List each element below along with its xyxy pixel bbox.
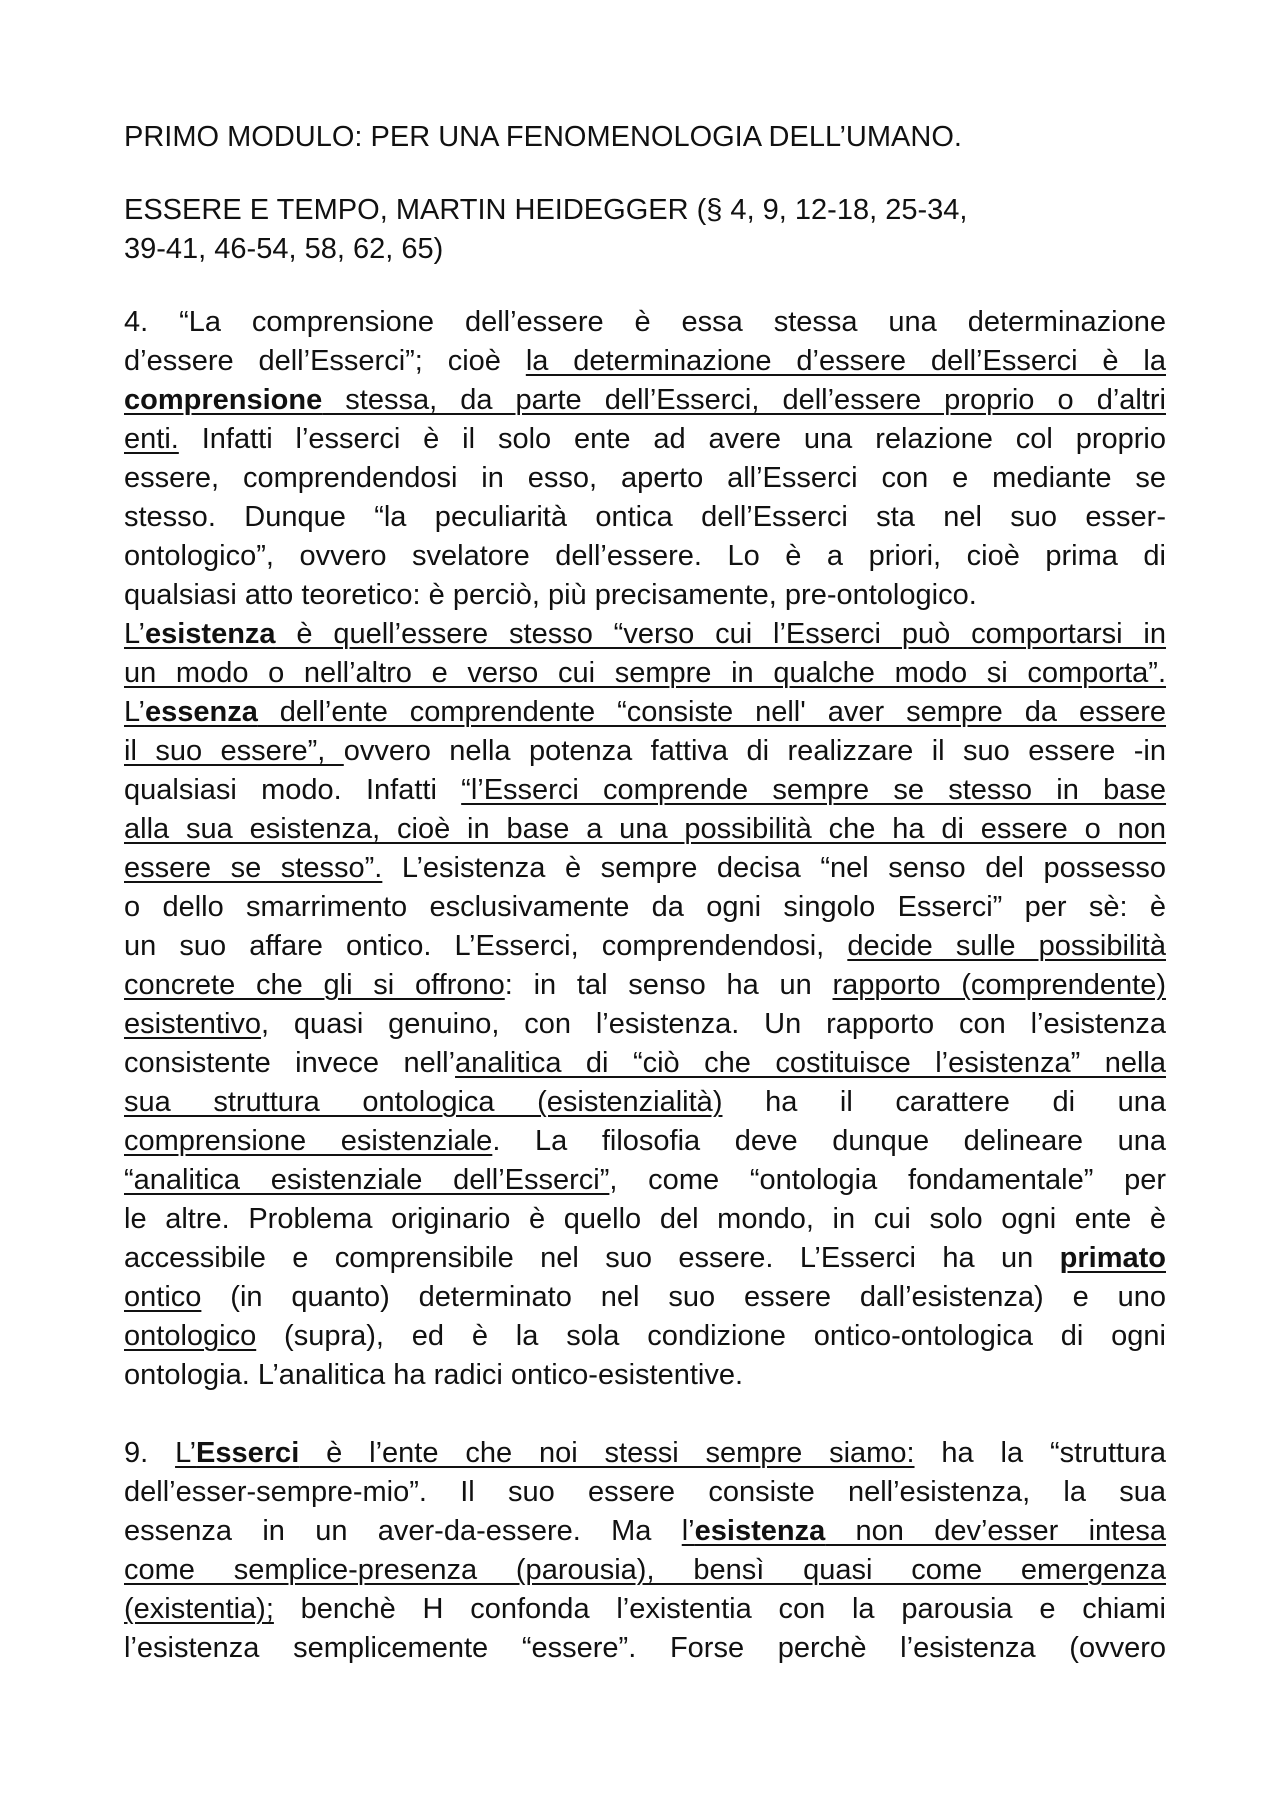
underlined-text: come semplice-presenza (parousia), bensì quasi come emergenza: [124, 1554, 1166, 1586]
text-line: [124, 1083, 1166, 1122]
text-span: . La filosofia deve dunque delineare una: [492, 1125, 1167, 1157]
underlined-text: (existentia);: [124, 1593, 274, 1625]
bold-term: esistenza: [694, 1515, 826, 1547]
text-line: [124, 1317, 1166, 1356]
text-line: [124, 1044, 1166, 1083]
text-line: [124, 381, 1166, 420]
text-span: essenza in un aver-da-essere. Ma: [124, 1515, 682, 1547]
text-paragraph: [124, 1434, 1166, 1668]
text-paragraph: [124, 303, 1166, 1395]
underlined-text: decide sulle possibilità: [847, 930, 1166, 962]
underlined-text: concrete che gli si offrono: [124, 969, 505, 1001]
text-line: [124, 1434, 1166, 1473]
underlined-text: alla sua esistenza, cioè in base a una possibilità che ha di essere o non: [124, 813, 1166, 845]
text-line: [124, 888, 1166, 927]
underlined-text: stessa, da parte dell’Esserci, dell’essere proprio o d’altri: [322, 384, 1166, 416]
underlined-text: rapporto (comprendente): [832, 969, 1166, 1001]
text-span: ha la “struttura: [914, 1437, 1166, 1469]
underlined-text: enti.: [124, 423, 179, 455]
text-span: benchè H confonda l’existentia con la parousia e chiami: [273, 1593, 1166, 1625]
text-line: [124, 810, 1166, 849]
underlined-text: l’: [681, 1515, 695, 1547]
text-line: [124, 771, 1166, 810]
text-line: [124, 342, 1166, 381]
text-line: [124, 1356, 1166, 1395]
text-span: ontologia. L’analitica ha radici ontico-esistentive.: [124, 1359, 744, 1391]
text-line: [124, 1473, 1166, 1512]
bold-term: Esserci: [196, 1437, 300, 1469]
text-span: dell’esser-sempre-mio”. Il suo essere consiste nell’esistenza, la sua: [124, 1476, 1166, 1508]
text-line: [124, 1005, 1166, 1044]
text-span: ontologico”, ovvero svelatore dell’essere. Lo è a priori, cioè prima di: [124, 540, 1166, 572]
text-line: [124, 966, 1166, 1005]
text-line: [124, 459, 1166, 498]
block-gap: [124, 157, 1166, 191]
text-span: 4. “La comprensione dell’essere è essa stessa una determinazione: [124, 306, 1166, 338]
text-line: [124, 191, 1166, 230]
text-span: Infatti l’esserci è il solo ente ad avere una relazione col proprio: [178, 423, 1166, 455]
text-span: d’essere dell’Esserci”; cioè: [124, 345, 526, 377]
text-line: [124, 537, 1166, 576]
underlined-text: sua struttura ontologica (esistenzialità): [124, 1086, 723, 1118]
text-span: ha il carattere di una: [722, 1086, 1167, 1118]
text-line: [124, 1590, 1166, 1629]
text-line: [124, 1551, 1166, 1590]
underlined-text: “analitica esistenziale dell’Esserci”: [124, 1164, 610, 1196]
text-span: consistente invece nell’: [124, 1047, 456, 1079]
text-line: [124, 230, 1166, 269]
text-line: [124, 1200, 1166, 1239]
underlined-text: L’: [124, 696, 145, 728]
text-line: [124, 1122, 1166, 1161]
underlined-text: esistentivo: [124, 1008, 262, 1040]
underlined-text: comprensione esistenziale: [124, 1125, 493, 1157]
text-span: un suo affare ontico. L’Esserci, comprendendosi,: [124, 930, 848, 962]
text-line: [124, 927, 1166, 966]
text-line: [124, 303, 1166, 342]
text-line: [124, 732, 1166, 771]
text-span: 39-41, 46-54, 58, 62, 65): [124, 233, 444, 265]
text-line: [124, 576, 1166, 615]
text-span: qualsiasi atto teoretico: è perciò, più precisamente, pre-ontologico.: [124, 579, 977, 611]
underlined-text: “l’Esserci comprende sempre se stesso in base: [461, 774, 1167, 806]
text-line: [124, 420, 1166, 459]
underlined-text: è l’ente che noi stessi sempre siamo:: [299, 1437, 915, 1469]
bold-term: esistenza: [144, 618, 276, 650]
block-gap: [124, 269, 1166, 303]
underlined-text: è quell’essere stesso “verso cui l’Esserci può comportarsi in: [275, 618, 1166, 650]
text-span: (supra), ed è la sola condizione ontico-ontologica di ogni: [256, 1320, 1166, 1352]
underlined-text: analitica di “ciò che costituisce l’esistenza” nella: [455, 1047, 1166, 1079]
underlined-text: il suo essere”,: [124, 735, 344, 767]
text-span: (in quanto) determinato nel suo essere dall’esistenza) e uno: [201, 1281, 1166, 1313]
underlined-text: essere se stesso”.: [124, 852, 383, 884]
text-span: accessibile e comprensibile nel suo essere. L’Esserci ha un: [124, 1242, 1060, 1274]
bold-term: comprensione: [124, 384, 323, 416]
text-span: essere, comprendendosi in esso, aperto all’Esserci con e mediante se: [124, 462, 1166, 494]
section-heading: [124, 191, 1166, 269]
text-line: [124, 693, 1166, 732]
bold-term: primato: [1059, 1242, 1166, 1274]
text-span: l’esistenza semplicemente “essere”. Forse perchè l’esistenza (ovvero: [124, 1632, 1166, 1664]
text-span: , quasi genuino, con l’esistenza. Un rapporto con l’esistenza: [261, 1008, 1166, 1040]
underlined-text: L’: [175, 1437, 197, 1469]
text-line: [124, 1512, 1166, 1551]
text-line: [124, 1278, 1166, 1317]
underlined-text: ontologico: [124, 1320, 257, 1352]
block-gap: [124, 1395, 1166, 1434]
text-span: PRIMO MODULO: PER UNA FENOMENOLOGIA DELL’UMANO.: [124, 121, 962, 153]
underlined-text: un modo o nell’altro e verso cui sempre in qualche modo si comporta”.: [124, 657, 1166, 689]
text-line: [124, 615, 1166, 654]
text-span: L’esistenza è sempre decisa “nel senso del possesso: [382, 852, 1166, 884]
bold-term: essenza: [144, 696, 258, 728]
underlined-text: la determinazione d’essere dell’Esserci è la: [525, 345, 1166, 377]
underlined-text: ontico: [124, 1281, 202, 1313]
underlined-text: non dev’esser intesa: [825, 1515, 1166, 1547]
text-span: : in tal senso ha un: [504, 969, 833, 1001]
text-line: [124, 849, 1166, 888]
underlined-text: dell’ente comprendente “consiste nell' aver sempre da essere: [257, 696, 1166, 728]
section-heading: [124, 118, 1166, 157]
text-span: ovvero nella potenza fattiva di realizzare il suo essere -in: [343, 735, 1166, 767]
text-span: , come “ontologia fondamentale” per: [609, 1164, 1167, 1196]
text-span: o dello smarrimento esclusivamente da ogni singolo Esserci” per sè: è: [124, 891, 1166, 923]
text-span: ESSERE E TEMPO, MARTIN HEIDEGGER (§ 4, 9, 12-18, 25-34,: [124, 194, 968, 226]
text-span: stesso. Dunque “la peculiarità ontica dell’Esserci sta nel suo esser-: [124, 501, 1166, 533]
text-span: le altre. Problema originario è quello del mondo, in cui solo ogni ente è: [124, 1203, 1166, 1235]
text-line: [124, 1239, 1166, 1278]
underlined-text: L’: [124, 618, 145, 650]
text-line: [124, 118, 1166, 157]
document-page: [124, 118, 1166, 1668]
text-line: [124, 1161, 1166, 1200]
text-line: [124, 1629, 1166, 1668]
text-span: 9.: [124, 1437, 176, 1469]
text-line: [124, 498, 1166, 537]
text-line: [124, 654, 1166, 693]
text-span: qualsiasi modo. Infatti: [124, 774, 462, 806]
